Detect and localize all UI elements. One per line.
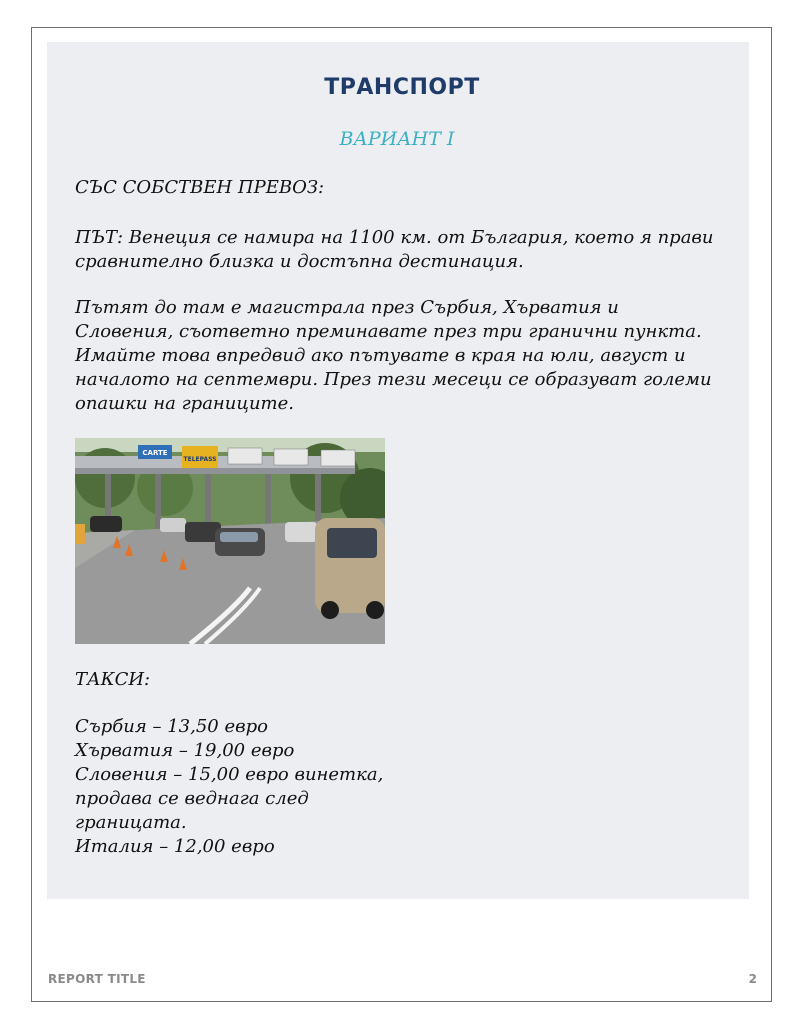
- sign-telepass-text: TELEPASS: [183, 456, 217, 463]
- section-heading-own-transport: СЪС СОБСТВЕН ПРЕВОЗ:: [75, 177, 325, 198]
- list-item: продава се веднага след: [75, 788, 309, 809]
- paragraph-route: Пътят до там е магистрала през Сърбия, Хърватия и Словения, съответно преминавате през три гранични пункта. Имайте това впредвид ако пътувате в края на юли, август и началото на септември. През тези месеци се образуват големи опашки на границите.: [75, 297, 712, 414]
- list-item: границата.: [75, 812, 187, 833]
- list-item: Италия – 12,00 евро: [75, 836, 275, 857]
- section-heading-taxes: ТАКСИ:: [75, 669, 151, 690]
- list-item: Сърбия – 13,50 евро: [75, 716, 268, 737]
- toll-booth-illustration: [75, 438, 385, 644]
- toll-booth-photo: [75, 438, 385, 644]
- paragraph-road: ПЪТ: Венеция се намира на 1100 км. от България, което я прави сравнително близка и достъпна дестинация.: [75, 227, 714, 272]
- page-title: ТРАНСПОРТ: [324, 75, 480, 100]
- taxes-list: [75, 715, 475, 859]
- list-item: Хърватия – 19,00 евро: [75, 740, 295, 761]
- list-item: Словения – 15,00 евро винетка,: [75, 764, 384, 785]
- page-subtitle: ВАРИАНТ I: [339, 128, 455, 150]
- footer-report-title: REPORT TITLE: [48, 972, 146, 986]
- sign-carte-text: CARTE: [142, 449, 168, 457]
- footer-page-number: 2: [748, 972, 757, 986]
